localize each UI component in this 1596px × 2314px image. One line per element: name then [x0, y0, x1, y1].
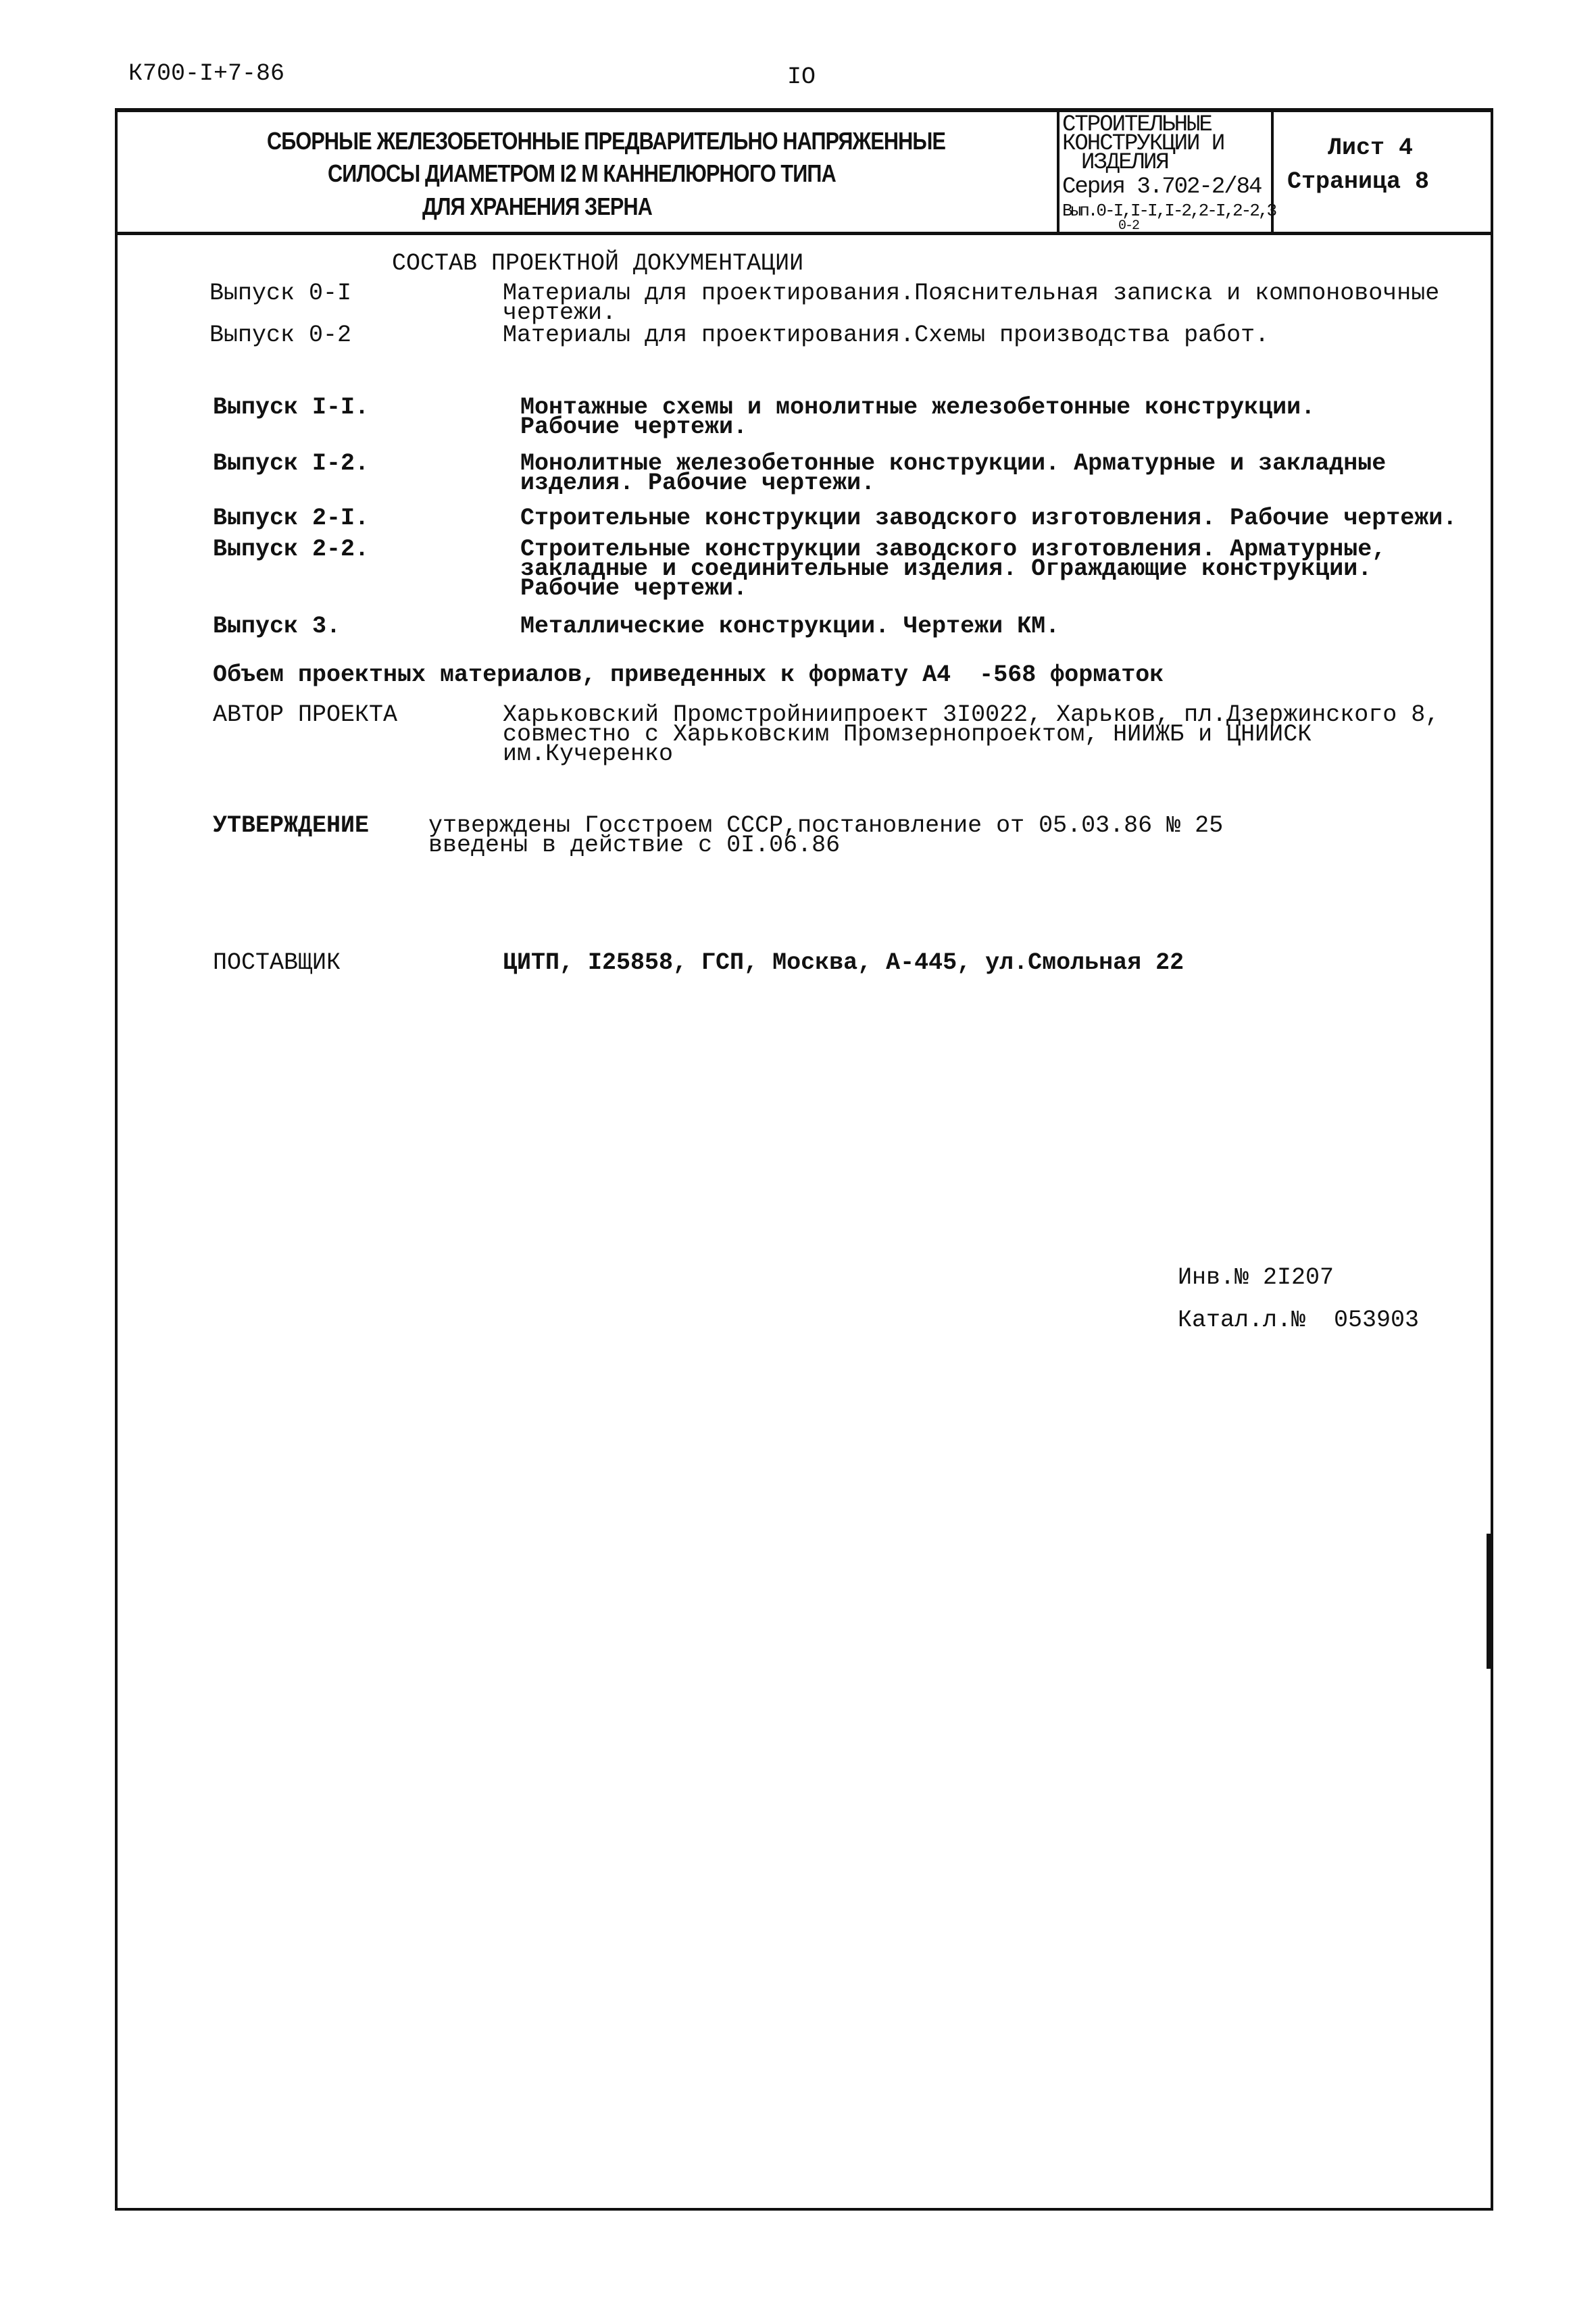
issue-label: Выпуск 2-I.	[213, 505, 370, 532]
category-line: КОНСТРУКЦИИ И	[1062, 131, 1224, 157]
title-line: СБОРНЫЕ ЖЕЛЕЗОБЕТОННЫЕ ПРЕДВАРИТЕЛЬНО НАПРЯЖЕННЫЕ	[267, 127, 946, 155]
section-title: СОСТАВ ПРОЕКТНОЙ ДОКУМЕНТАЦИИ	[392, 250, 804, 277]
issue-text: Материалы для проектирования.Схемы производства работ.	[503, 322, 1270, 349]
issue-text: Металлические конструкции. Чертежи КМ.	[520, 613, 1060, 640]
catalog-number: Катал.л.№ 053903	[1178, 1307, 1420, 1334]
volume-note: Объем проектных материалов, приведенных к формату А4 -568 форматок	[213, 661, 1164, 688]
header-divider	[115, 232, 1493, 235]
document-code: К700-I+7-86	[128, 60, 285, 87]
issue-label: Выпуск 3.	[213, 613, 341, 640]
issue-text: Монолитные железобетонные конструкции. Арматурные и закладные изделия. Рабочие чертежи.	[520, 450, 1387, 497]
issue-label: Выпуск 2-2.	[213, 536, 370, 563]
supplier-text: ЦИТП, I25858, ГСП, Москва, А-445, ул.Смольная 22	[503, 949, 1184, 976]
supplier-label: ПОСТАВЩИК	[213, 949, 341, 976]
category-line: ИЗДЕЛИЯ	[1081, 150, 1168, 176]
header-column-divider	[1057, 108, 1059, 234]
issue-text: Строительные конструкции заводского изготовления. Рабочие чертежи.	[520, 505, 1457, 532]
issue-text: Материалы для проектирования.Пояснительная записка и компоновочные чертежи.	[503, 280, 1440, 326]
issue-label: Выпуск I-I.	[213, 394, 370, 421]
author-label: АВТОР ПРОЕКТА	[213, 701, 398, 728]
approval-text: утверждены Госстроем СССР,постановление от 05.03.86 № 25 введены в действие с 0I.06.86	[428, 812, 1224, 859]
approval-label: УТВЕРЖДЕНИЕ	[213, 812, 370, 839]
page-label: Страница 8	[1287, 168, 1430, 195]
issue-label: Выпуск 0-2	[209, 322, 352, 349]
series-line: Серия 3.702-2/84	[1062, 174, 1262, 200]
category-line: СТРОИТЕЛЬНЫЕ	[1062, 112, 1212, 138]
page-number: IO	[787, 64, 816, 91]
author-text: Харьковский Промстройниипроект 3I0022, Харьков, пл.Дзержинского 8, совместно с Харьковским Промзернопроектом, НИИЖБ и ЦНИИСК им.Кучеренко	[503, 701, 1440, 768]
sheet-number: Лист 4	[1328, 134, 1414, 161]
issue-label: Выпуск I-2.	[213, 450, 370, 477]
issue-label: Выпуск 0-I	[209, 280, 352, 307]
issue-text: Строительные конструкции заводского изготовления. Арматурные, закладные и соединительные изделия. Ограждающие конструкции. Рабочие чертежи.	[520, 536, 1387, 602]
issue-text: Монтажные схемы и монолитные железобетонные конструкции. Рабочие чертежи.	[520, 394, 1316, 441]
issues-line: Вып.0-I,I-I,I-2,2-I,2-2,3	[1062, 201, 1276, 221]
title-line: ДЛЯ ХРАНЕНИЯ ЗЕРНА	[422, 193, 652, 220]
inventory-number: Инв.№ 2I207	[1178, 1264, 1335, 1291]
margin-mark	[1487, 1534, 1491, 1669]
issues-line: 0-2	[1118, 218, 1139, 234]
title-line: СИЛОСЫ ДИАМЕТРОМ I2 М КАННЕЛЮРНОГО ТИПА	[328, 159, 836, 187]
